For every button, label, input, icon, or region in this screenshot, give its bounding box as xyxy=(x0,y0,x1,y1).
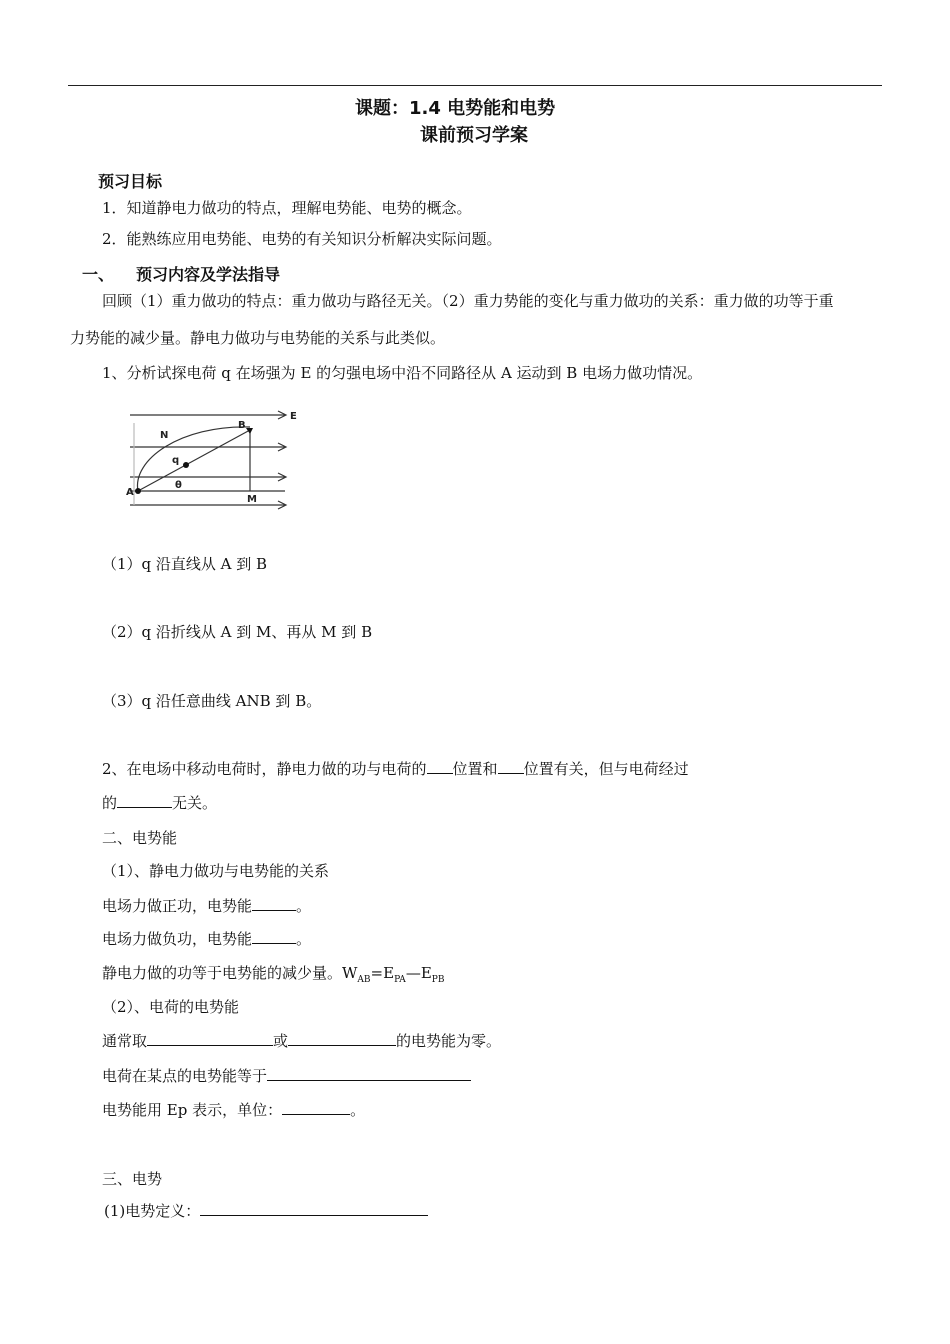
label-E: E xyxy=(290,411,297,422)
relation-text: 静电力做的功等于电势能的减少量。W xyxy=(102,964,358,982)
blank-final-position[interactable] xyxy=(498,759,524,774)
page-title: 课题：1.4 电势能和电势 xyxy=(355,98,556,119)
header-rule xyxy=(68,85,882,86)
goal-item-2: 2．能熟练应用电势能、电势的有关知识分析解决实际问题。 xyxy=(102,230,502,248)
positive-work-line xyxy=(102,896,311,916)
charge-q-dot xyxy=(183,462,189,468)
path-case-1: （1）q 沿直线从 A 到 B xyxy=(102,555,268,573)
blank-zero-ref-1[interactable] xyxy=(147,1031,273,1046)
label-B: B xyxy=(238,420,246,431)
section2-sub-2: （2）、电荷的电势能 xyxy=(102,998,240,1016)
period: 。 xyxy=(296,897,312,915)
label-N: N xyxy=(160,430,169,441)
question-2-line-2 xyxy=(102,793,217,813)
section1-heading: 预习内容及学法指导 xyxy=(136,265,281,284)
zero-reference-line xyxy=(102,1031,501,1051)
page-subtitle: 课前预习学案 xyxy=(420,125,528,146)
path-straight xyxy=(138,430,250,491)
equation-mid: =E xyxy=(370,964,395,982)
blank-unit[interactable] xyxy=(282,1100,350,1115)
potential-definition-line xyxy=(104,1201,428,1221)
positive-work-text: 电场力做正功，电势能 xyxy=(102,897,253,915)
negative-work-text: 电场力做负功，电势能 xyxy=(102,930,253,948)
blank-zero-ref-2[interactable] xyxy=(288,1031,396,1046)
zero-text-c: 的电势能为零。 xyxy=(396,1032,502,1050)
label-q: q xyxy=(172,455,180,466)
blank-point-energy[interactable] xyxy=(267,1066,471,1081)
review-line-1: 回顾（1）重力做功的特点：重力做功与路径无关。（2）重力势能的变化与重力做功的关系：重力做的功等于重 xyxy=(102,292,834,310)
question-2-line-1 xyxy=(102,759,689,779)
zero-text-b: 或 xyxy=(273,1032,289,1050)
section3-heading: 三、电势 xyxy=(102,1170,163,1188)
goals-heading: 预习目标 xyxy=(98,172,163,191)
unit-period: 。 xyxy=(350,1101,366,1119)
point-energy-text: 电荷在某点的电势能等于 xyxy=(102,1067,268,1085)
unit-text: 电势能用 Ep 表示，单位： xyxy=(102,1101,283,1119)
label-A: A xyxy=(126,487,134,498)
label-M: M xyxy=(247,494,257,505)
section1-number: 一、 xyxy=(82,265,115,284)
section2-sub-1: （1）、静电力做功与电势能的关系 xyxy=(102,862,330,880)
q2-text-c: 位置有关，但与电荷经过 xyxy=(523,760,689,778)
potential-definition-text: (1)电势定义： xyxy=(104,1202,201,1220)
path-curve-ANB xyxy=(137,427,250,491)
zero-text-a: 通常取 xyxy=(102,1032,148,1050)
blank-path[interactable] xyxy=(117,793,172,808)
blank-negative-work[interactable] xyxy=(252,929,296,944)
blank-initial-position[interactable] xyxy=(427,759,453,774)
goal-item-1: 1．知道静电力做功的特点，理解电势能、电势的概念。 xyxy=(102,199,472,217)
question-1: 1、分析试探电荷 q 在场强为 E 的匀强电场中沿不同路径从 A 运动到 B 电场力做功情况。 xyxy=(102,364,703,382)
section2-heading: 二、电势能 xyxy=(102,829,178,847)
q2-text-d: 的 xyxy=(102,794,118,812)
review-line-2: 力势能的减少量。静电力做功与电势能的关系与此类似。 xyxy=(70,329,446,347)
path-case-2: （2）q 沿折线从 A 到 M、再从 M 到 B xyxy=(102,623,373,641)
q2-text-b: 位置和 xyxy=(452,760,498,778)
q2-text-e: 无关。 xyxy=(172,794,218,812)
subscript-PB: PB xyxy=(431,975,445,985)
q2-text-a: 2、在电场中移动电荷时，静电力做的功与电荷的 xyxy=(102,760,427,778)
label-theta: θ xyxy=(175,480,182,491)
point-energy-line xyxy=(102,1066,471,1086)
path-case-3: （3）q 沿任意曲线 ANB 到 B。 xyxy=(102,692,322,710)
blank-potential-definition[interactable] xyxy=(200,1201,428,1216)
subscript-AB: AB xyxy=(357,975,371,985)
unit-line xyxy=(102,1100,365,1120)
electric-field-diagram xyxy=(120,405,305,520)
subscript-PA: PA xyxy=(394,975,406,985)
point-A-dot xyxy=(135,488,141,494)
blank-positive-work[interactable] xyxy=(252,896,296,911)
period: 。 xyxy=(296,930,312,948)
negative-work-line xyxy=(102,929,311,949)
work-energy-relation xyxy=(102,963,444,990)
equation-dash: —E xyxy=(405,964,432,982)
